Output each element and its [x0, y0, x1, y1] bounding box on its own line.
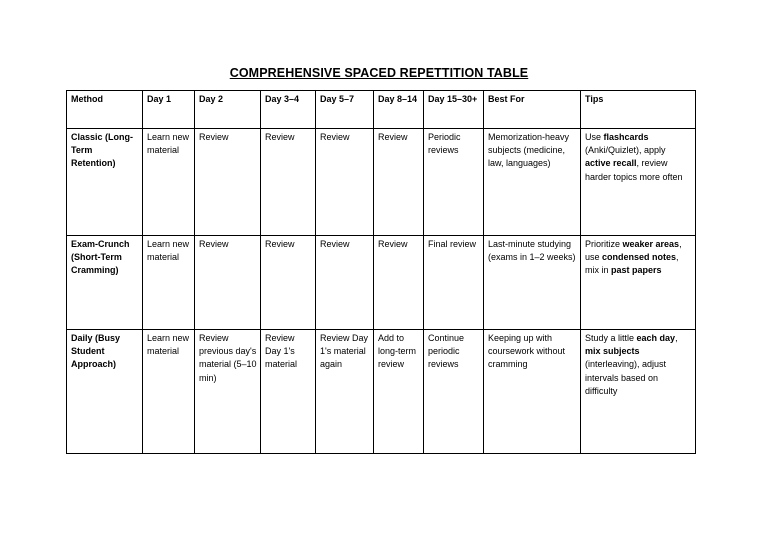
header-day-2: Day 2 — [195, 91, 261, 129]
tip-emphasis: weaker areas — [622, 239, 680, 249]
tip-emphasis: each day — [636, 333, 676, 343]
tip-text: , — [675, 333, 678, 343]
tip-text: (interleaving), adjust intervals based on difficulty — [585, 359, 667, 396]
header-method: Method — [67, 91, 143, 129]
tip-emphasis: mix subjects — [585, 346, 640, 357]
method-cell: Classic (Long-Term Retention) — [67, 129, 143, 236]
header-day-15-30: Day 15–30+ — [424, 91, 484, 129]
tip-text: Use — [585, 132, 604, 142]
day1-cell: Learn new material — [143, 236, 195, 330]
day5-7-cell: Review Day 1's material again — [316, 330, 374, 454]
table-row — [67, 129, 696, 236]
day8-14-cell: Add to long-term review — [374, 330, 424, 454]
tips-cell — [581, 330, 696, 454]
day1-cell: Learn new material — [143, 129, 195, 236]
header-day-5-7: Day 5–7 — [316, 91, 374, 129]
table-row — [67, 330, 696, 454]
day8-14-cell: Review — [374, 129, 424, 236]
day1-cell: Learn new material — [143, 330, 195, 454]
day2-cell: Review previous day's material (5–10 min) — [195, 330, 261, 454]
header-day-3-4: Day 3–4 — [261, 91, 316, 129]
day3-4-cell: Review — [261, 129, 316, 236]
day15-30-cell: Periodic reviews — [424, 129, 484, 236]
tip-text: Study a little — [585, 333, 637, 343]
day5-7-cell: Review — [316, 236, 374, 330]
method-cell: Exam-Crunch (Short-Term Cramming) — [67, 236, 143, 330]
tip-text: , mix in — [585, 252, 679, 276]
day2-cell: Review — [195, 129, 261, 236]
day2-cell: Review — [195, 236, 261, 330]
tip-emphasis: flashcards — [603, 132, 649, 142]
tip-text: Prioritize — [585, 239, 623, 249]
table-row — [67, 236, 696, 330]
best-for-cell: Keeping up with coursework without cramming — [484, 330, 581, 454]
header-day-1: Day 1 — [143, 91, 195, 129]
header-day-8-14: Day 8–14 — [374, 91, 424, 129]
document-title: COMPREHENSIVE SPACED REPETTITION TABLE — [229, 66, 529, 80]
day5-7-cell: Review — [316, 129, 374, 236]
tip-text: , use — [585, 239, 682, 263]
day15-30-cell: Final review — [424, 236, 484, 330]
tips-cell — [581, 129, 696, 236]
tip-emphasis: condensed notes — [602, 252, 677, 263]
best-for-cell: Memorization-heavy subjects (medicine, law, languages) — [484, 129, 581, 236]
header-best-for: Best For — [484, 91, 581, 129]
day8-14-cell: Review — [374, 236, 424, 330]
tips-cell — [581, 236, 696, 330]
day3-4-cell: Review Day 1's material — [261, 330, 316, 454]
day3-4-cell: Review — [261, 236, 316, 330]
tip-emphasis: past papers — [611, 265, 662, 276]
method-cell: Daily (Busy Student Approach) — [67, 330, 143, 454]
spaced-repetition-table — [66, 90, 696, 454]
best-for-cell: Last-minute studying (exams in 1–2 weeks) — [484, 236, 581, 330]
tip-text: (Anki/Quizlet), apply — [585, 145, 666, 156]
header-tips: Tips — [581, 91, 696, 129]
table-header-row — [67, 91, 696, 129]
tip-emphasis: active recall — [585, 158, 637, 169]
day15-30-cell: Continue periodic reviews — [424, 330, 484, 454]
tip-text: , review harder topics more often — [585, 158, 683, 182]
